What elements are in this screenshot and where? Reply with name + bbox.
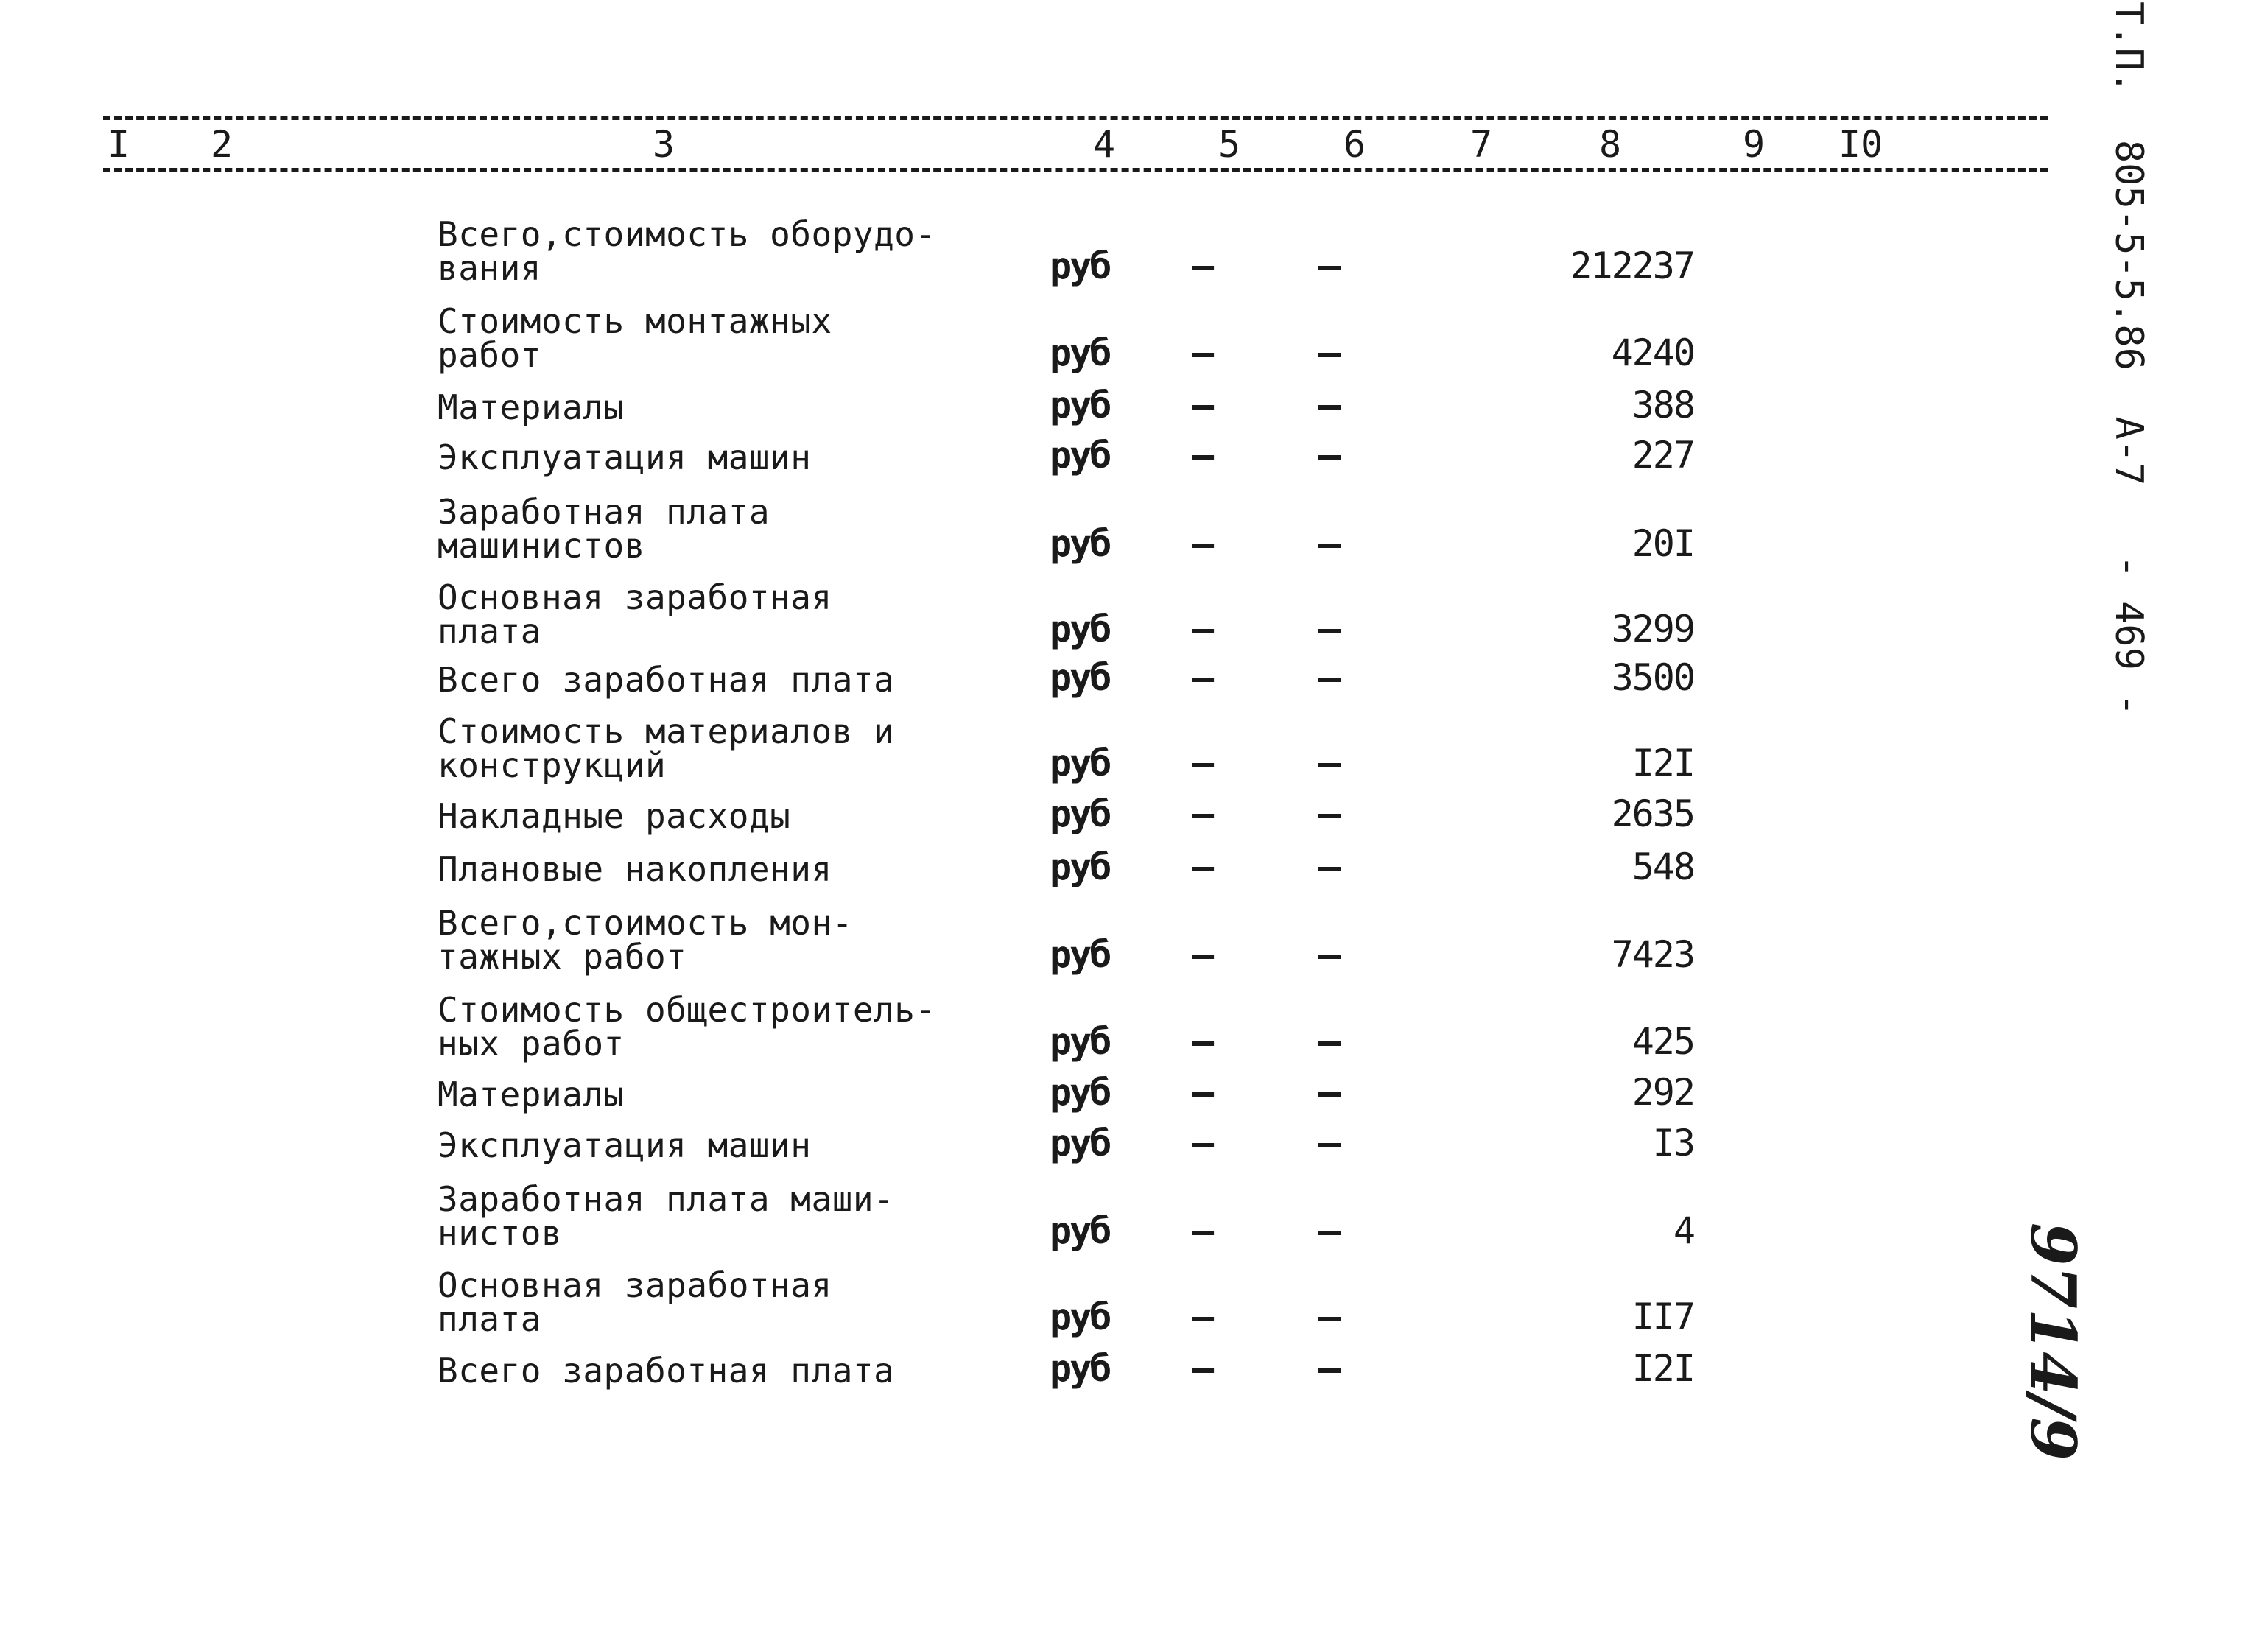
row-col5-dash: – xyxy=(1192,846,1215,888)
row-value: 292 xyxy=(1631,1071,1694,1114)
table-row xyxy=(0,214,1694,288)
row-col5-dash: – xyxy=(1192,792,1215,835)
row-col6-dash: – xyxy=(1318,1347,1341,1390)
column-number-7: 7 xyxy=(1466,124,1497,165)
row-unit: руб xyxy=(1050,434,1110,477)
row-value: I2I xyxy=(1631,742,1694,784)
row-unit: руб xyxy=(1050,846,1110,888)
row-col5-dash: – xyxy=(1192,434,1215,477)
table-row xyxy=(0,577,1694,651)
column-number-10: I0 xyxy=(1834,124,1887,165)
row-description: Материалы xyxy=(438,387,625,427)
row-value: 425 xyxy=(1631,1020,1694,1063)
row-col5-dash: – xyxy=(1192,1296,1215,1338)
row-col6-dash: – xyxy=(1318,522,1341,565)
row-description: Стоимость общестроитель- ных работ xyxy=(438,990,936,1064)
table-row xyxy=(0,301,1694,375)
row-value: 2635 xyxy=(1611,792,1694,835)
table-row xyxy=(0,656,1694,700)
table-row xyxy=(0,1071,1694,1114)
row-value: 227 xyxy=(1631,434,1694,477)
row-description: Стоимость материалов и конструкций xyxy=(438,711,895,785)
column-number-2: 2 xyxy=(206,124,237,165)
row-unit: руб xyxy=(1050,1020,1110,1063)
row-col5-dash: – xyxy=(1192,608,1215,650)
table-row xyxy=(0,1179,1694,1253)
column-number-9: 9 xyxy=(1738,124,1769,165)
row-col6-dash: – xyxy=(1318,1071,1341,1114)
table-row xyxy=(0,1122,1694,1165)
row-description: Эксплуатация машин xyxy=(438,437,812,477)
row-unit: руб xyxy=(1050,1122,1110,1164)
row-description: Всего заработная плата xyxy=(438,660,895,700)
table-row xyxy=(0,711,1694,785)
row-description: Стоимость монтажных работ xyxy=(438,301,832,375)
row-description: Накладные расходы xyxy=(438,796,791,836)
header-bottom-rule xyxy=(103,168,2048,172)
row-col5-dash: – xyxy=(1192,1071,1215,1114)
row-col5-dash: – xyxy=(1192,742,1215,784)
row-col6-dash: – xyxy=(1318,1020,1341,1063)
row-description: Всего,стоимость мон- тажных работ xyxy=(438,903,853,977)
row-description: Основная заработная плата xyxy=(438,577,832,651)
row-col6-dash: – xyxy=(1318,434,1341,477)
handwritten-sheet-number: 9714/9 xyxy=(2017,1223,2090,1461)
row-description: Заработная плата маши- нистов xyxy=(438,1179,895,1253)
table-row xyxy=(0,846,1694,889)
row-unit: руб xyxy=(1050,331,1110,374)
table-row xyxy=(0,492,1694,566)
row-unit: руб xyxy=(1050,1347,1110,1390)
row-unit: руб xyxy=(1050,742,1110,784)
row-unit: руб xyxy=(1050,384,1110,426)
column-number-6: 6 xyxy=(1339,124,1370,165)
row-col6-dash: – xyxy=(1318,608,1341,650)
header-top-rule xyxy=(103,116,2048,120)
table-row xyxy=(0,384,1694,427)
row-unit: руб xyxy=(1050,792,1110,835)
row-col5-dash: – xyxy=(1192,1347,1215,1390)
row-value: 7423 xyxy=(1611,933,1694,976)
row-col6-dash: – xyxy=(1318,1296,1341,1338)
row-col6-dash: – xyxy=(1318,384,1341,426)
row-description: Заработная плата машинистов xyxy=(438,492,770,566)
table-row xyxy=(0,990,1694,1064)
row-col5-dash: – xyxy=(1192,384,1215,426)
row-col5-dash: – xyxy=(1192,656,1215,699)
row-col5-dash: – xyxy=(1192,1020,1215,1063)
row-col6-dash: – xyxy=(1318,933,1341,976)
row-unit: руб xyxy=(1050,522,1110,565)
row-unit: руб xyxy=(1050,1209,1110,1252)
row-value: 212237 xyxy=(1570,245,1694,287)
column-number-5: 5 xyxy=(1214,124,1245,165)
row-value: 4 xyxy=(1673,1209,1694,1252)
row-value: 388 xyxy=(1631,384,1694,426)
column-number-1: I xyxy=(103,124,134,165)
row-value: I2I xyxy=(1631,1347,1694,1390)
row-col6-dash: – xyxy=(1318,792,1341,835)
row-col6-dash: – xyxy=(1318,245,1341,287)
document-code: Т.П. 805-5-5.86 А-7 - 469 - xyxy=(2107,1,2151,717)
row-unit: руб xyxy=(1050,608,1110,650)
row-col5-dash: – xyxy=(1192,522,1215,565)
row-description: Материалы xyxy=(438,1075,625,1114)
row-unit: руб xyxy=(1050,245,1110,287)
column-number-4: 4 xyxy=(1089,124,1120,165)
row-value: 548 xyxy=(1631,846,1694,888)
row-description: Всего заработная плата xyxy=(438,1351,895,1391)
row-unit: руб xyxy=(1050,656,1110,699)
row-description: Основная заработная плата xyxy=(438,1265,832,1339)
row-value: 3500 xyxy=(1611,656,1694,699)
row-unit: руб xyxy=(1050,1071,1110,1114)
row-col5-dash: – xyxy=(1192,1209,1215,1252)
table-row xyxy=(0,1265,1694,1339)
row-col6-dash: – xyxy=(1318,742,1341,784)
row-col5-dash: – xyxy=(1192,245,1215,287)
row-col6-dash: – xyxy=(1318,846,1341,888)
row-col5-dash: – xyxy=(1192,933,1215,976)
row-col5-dash: – xyxy=(1192,1122,1215,1164)
row-col6-dash: – xyxy=(1318,1209,1341,1252)
row-value: 3299 xyxy=(1611,608,1694,650)
row-col6-dash: – xyxy=(1318,1122,1341,1164)
column-number-3: 3 xyxy=(648,124,679,165)
table-row xyxy=(0,1347,1694,1391)
row-value: II7 xyxy=(1631,1296,1694,1338)
table-row xyxy=(0,903,1694,977)
column-number-8: 8 xyxy=(1595,124,1626,165)
row-unit: руб xyxy=(1050,933,1110,976)
table-row xyxy=(0,434,1694,477)
row-unit: руб xyxy=(1050,1296,1110,1338)
row-col6-dash: – xyxy=(1318,656,1341,699)
row-col5-dash: – xyxy=(1192,331,1215,374)
row-value: 4240 xyxy=(1611,331,1694,374)
row-value: 20I xyxy=(1631,522,1694,565)
row-description: Плановые накопления xyxy=(438,849,832,889)
row-value: I3 xyxy=(1652,1122,1694,1164)
row-col6-dash: – xyxy=(1318,331,1341,374)
row-description: Эксплуатация машин xyxy=(438,1125,812,1165)
row-description: Всего,стоимость оборудо- вания xyxy=(438,214,936,288)
table-row xyxy=(0,792,1694,836)
